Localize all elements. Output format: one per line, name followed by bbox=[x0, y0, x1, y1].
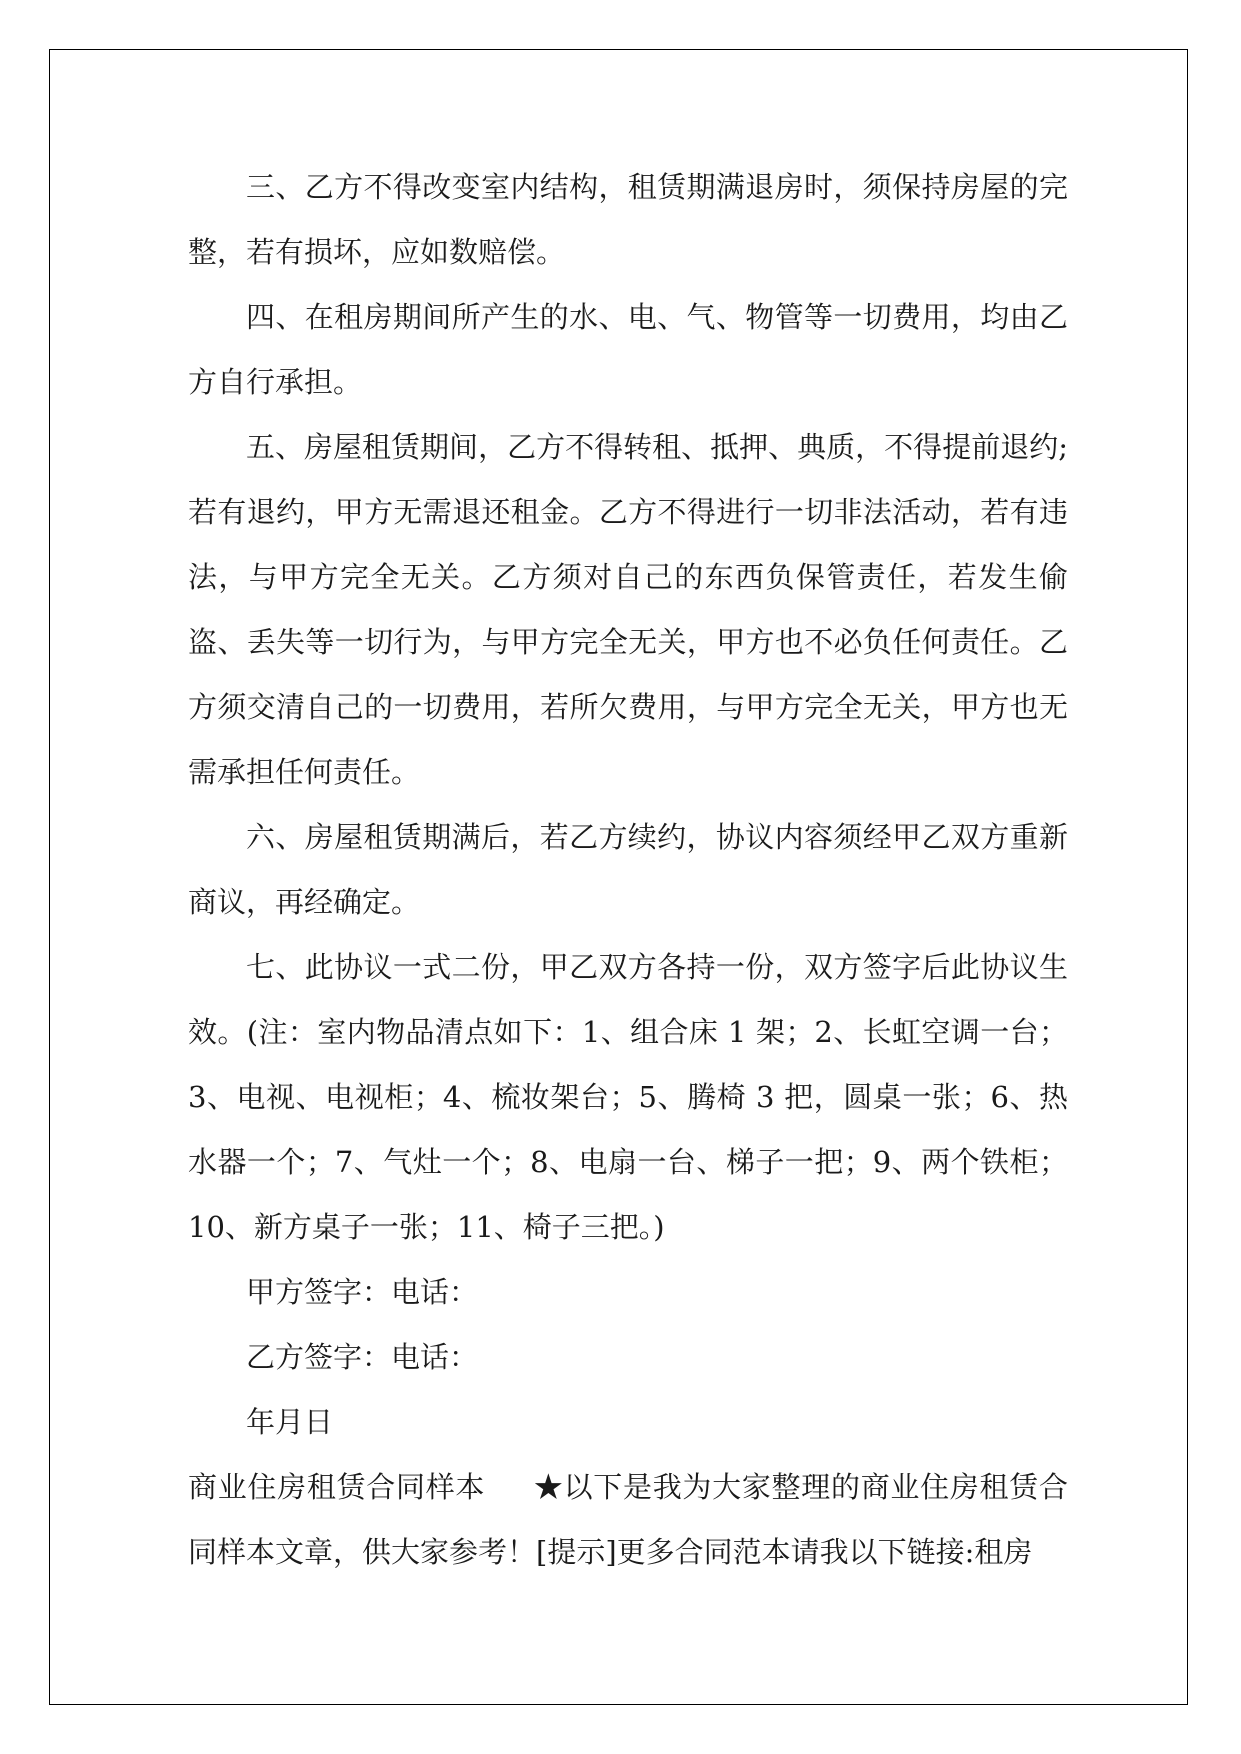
date-line: 年月日 bbox=[246, 1405, 334, 1439]
footer-text: ★以下是我为大家整理的商业住房租赁合同样本文章，供大家参考！[提示]更多合同范本请我以下链接:租房 bbox=[188, 1470, 1068, 1569]
footer-title: 商业住房租赁合同样本 bbox=[188, 1470, 486, 1504]
clause-6: 六、房屋租赁期满后，若乙方续约，协议内容须经甲乙双方重新商议，再经确定。 bbox=[188, 820, 1068, 919]
clause-7: 七、此协议一式二份，甲乙双方各持一份，双方签字后此协议生效。(注：室内物品清点如下：1、组合床 1 架；2、长虹空调一台；3、电视、电视柜；4、梳妆架台；5、腾椅 3 把，圆桌一张；6、热水器一个；7、气灶一个；8、电扇一台、梯子一把；9、两个铁柜；10、新方桌子一张；11、椅子三把。) bbox=[188, 950, 1068, 1244]
footer-paragraph bbox=[188, 1455, 1068, 1585]
document-body bbox=[188, 155, 1068, 1585]
party-a-signature: 甲方签字：电话： bbox=[246, 1275, 479, 1309]
clause-3: 三、乙方不得改变室内结构，租赁期满退房时，须保持房屋的完整，若有损坏，应如数赔偿。 bbox=[188, 170, 1068, 269]
clause-5: 五、房屋租赁期间，乙方不得转租、抵押、典质，不得提前退约;若有退约，甲方无需退还租金。乙方不得进行一切非法活动，若有违法，与甲方完全无关。乙方须对自己的东西负保管责任，若发生偷盗、丢失等一切行为，与甲方完全无关，甲方也不必负任何责任。乙方须交清自己的一切费用，若所欠费用，与甲方完全无关，甲方也无需承担任何责任。 bbox=[188, 430, 1068, 789]
party-b-signature: 乙方签字：电话： bbox=[246, 1340, 479, 1374]
clause-4: 四、在租房期间所产生的水、电、气、物管等一切费用，均由乙方自行承担。 bbox=[188, 300, 1068, 399]
